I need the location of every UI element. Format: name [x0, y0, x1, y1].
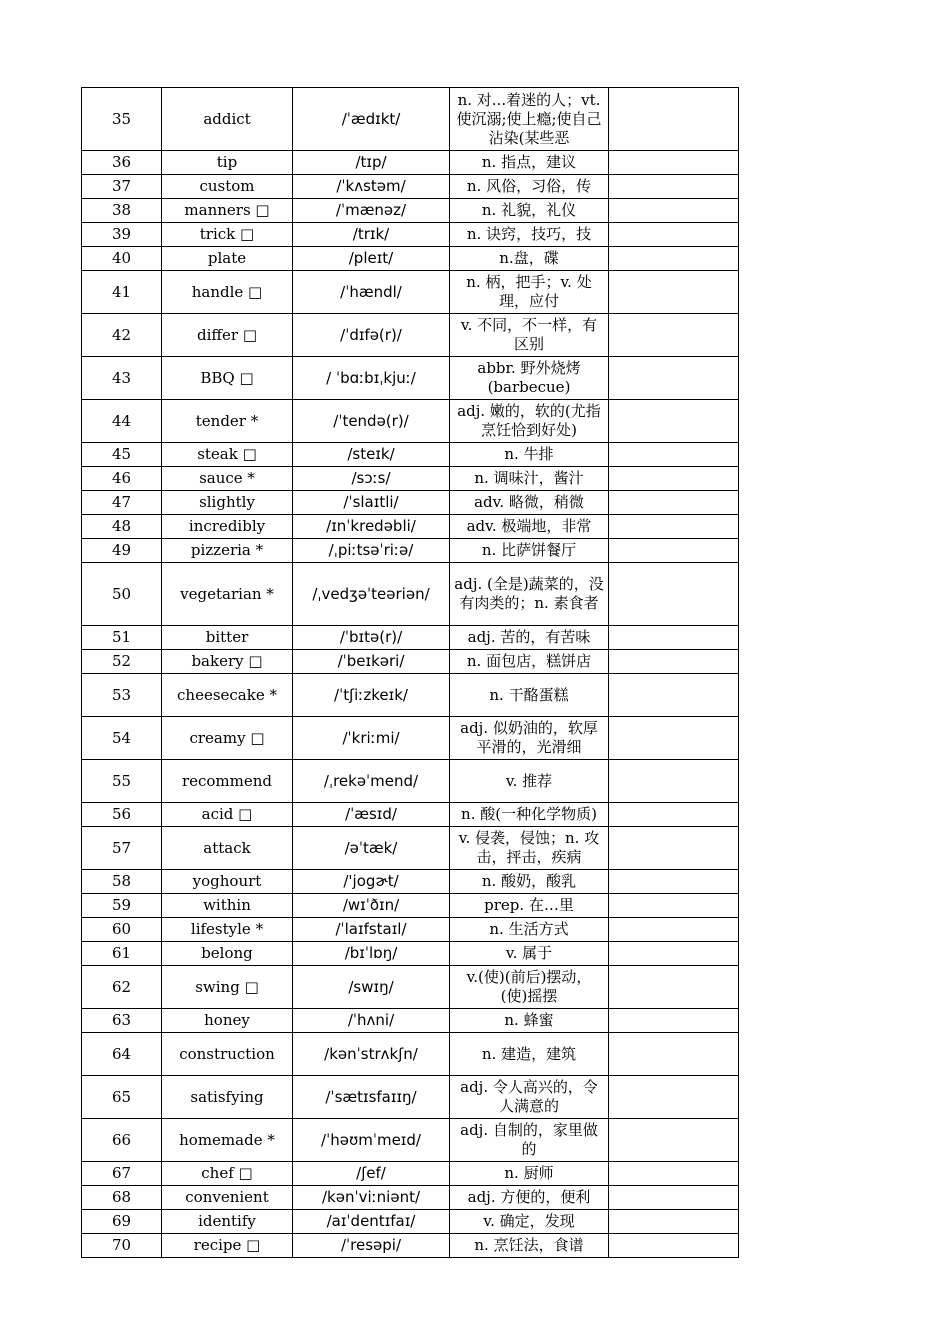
definition-text: n. 诀窍，技巧，技	[466, 225, 592, 243]
blank-cell	[609, 314, 739, 357]
definition-text: n. 牛排	[504, 445, 554, 463]
table-row	[82, 942, 739, 966]
table-row	[82, 151, 739, 175]
table-row	[82, 894, 739, 918]
row-number: 35	[82, 88, 162, 151]
table-row	[82, 223, 739, 247]
blank-cell	[609, 357, 739, 400]
blank-cell	[609, 674, 739, 717]
phonetic-cell: /'jogɚt/	[293, 870, 450, 894]
word-cell: trick □	[162, 223, 293, 247]
definition-cell	[450, 247, 609, 271]
blank-cell	[609, 942, 739, 966]
word-cell: BBQ □	[162, 357, 293, 400]
definition-text: v.(使)(前后)摆动，(使)摇摆	[466, 968, 592, 1005]
word-cell: differ □	[162, 314, 293, 357]
blank-cell	[609, 650, 739, 674]
definition-text: n. 蜂蜜	[504, 1011, 554, 1029]
definition-cell	[450, 626, 609, 650]
word-cell: sauce *	[162, 467, 293, 491]
definition-text: adj. 苦的，有苦味	[467, 628, 591, 646]
definition-cell	[450, 1234, 609, 1258]
row-number: 65	[82, 1076, 162, 1119]
definition-text: n. 干酪蛋糕	[489, 685, 569, 704]
phonetic-cell: /ˈbɪtə(r)/	[293, 626, 450, 650]
row-number: 68	[82, 1186, 162, 1210]
definition-cell	[450, 515, 609, 539]
phonetic-cell: /ˈædɪkt/	[293, 88, 450, 151]
phonetic-cell: /sɔːs/	[293, 467, 450, 491]
row-number: 39	[82, 223, 162, 247]
definition-cell	[450, 400, 609, 443]
word-cell: honey	[162, 1009, 293, 1033]
row-number: 41	[82, 271, 162, 314]
blank-cell	[609, 467, 739, 491]
definition-cell	[450, 271, 609, 314]
definition-cell	[450, 491, 609, 515]
blank-cell	[609, 175, 739, 199]
blank-cell	[609, 1119, 739, 1162]
definition-cell	[450, 223, 609, 247]
phonetic-cell: /bɪˈlɒŋ/	[293, 942, 450, 966]
table-row	[82, 1009, 739, 1033]
row-number: 59	[82, 894, 162, 918]
table-row	[82, 357, 739, 400]
table-row	[82, 314, 739, 357]
table-row	[82, 515, 739, 539]
definition-cell	[450, 1210, 609, 1234]
definition-text: n. 酸(一种化学物质)	[461, 805, 597, 823]
blank-cell	[609, 515, 739, 539]
definition-text: n. 比萨饼餐厅	[481, 541, 577, 559]
phonetic-cell: /ˈtʃiːzkeɪk/	[293, 674, 450, 717]
row-number: 57	[82, 827, 162, 870]
blank-cell	[609, 760, 739, 803]
phonetic-cell: /ˌrekəˈmend/	[293, 760, 450, 803]
word-cell: bakery □	[162, 650, 293, 674]
definition-cell	[450, 467, 609, 491]
definition-text: adj. (全是)蔬菜的，没有肉类的；n. 素食者	[454, 575, 604, 612]
blank-cell	[609, 1076, 739, 1119]
phonetic-cell: /ˈsætɪsfaɪɪŋ/	[293, 1076, 450, 1119]
phonetic-cell: /ʃef/	[293, 1162, 450, 1186]
definition-text: n. 对...着迷的人；vt. 使沉溺;使上瘾;使自己沾染(某些恶	[456, 90, 602, 147]
blank-cell	[609, 918, 739, 942]
table-row	[82, 626, 739, 650]
phonetic-cell: /steɪk/	[293, 443, 450, 467]
word-cell: steak □	[162, 443, 293, 467]
phonetic-cell: /swɪŋ/	[293, 966, 450, 1009]
blank-cell	[609, 1234, 739, 1258]
phonetic-cell: /kənˈviːniənt/	[293, 1186, 450, 1210]
table-row	[82, 1076, 739, 1119]
phonetic-cell: /ˈtendə(r)/	[293, 400, 450, 443]
table-row	[82, 247, 739, 271]
word-cell: recommend	[162, 760, 293, 803]
phonetic-cell: /əˈtæk/	[293, 827, 450, 870]
definition-text: n. 柄，把手；v. 处理，应付	[466, 273, 592, 310]
phonetic-cell: /kənˈstrʌkʃn/	[293, 1033, 450, 1076]
table-row	[82, 803, 739, 827]
table-row	[82, 1186, 739, 1210]
definition-text: adj. 令人高兴的，令人满意的	[460, 1078, 598, 1115]
definition-cell	[450, 1186, 609, 1210]
word-cell: pizzeria *	[162, 539, 293, 563]
definition-text: v. 不同，不一样，有区别	[460, 316, 598, 353]
word-cell: convenient	[162, 1186, 293, 1210]
definition-cell	[450, 1162, 609, 1186]
row-number: 54	[82, 717, 162, 760]
row-number: 64	[82, 1033, 162, 1076]
definition-cell	[450, 1119, 609, 1162]
definition-cell	[450, 357, 609, 400]
blank-cell	[609, 271, 739, 314]
row-number: 48	[82, 515, 162, 539]
phonetic-cell: /ˈhændl/	[293, 271, 450, 314]
word-cell: bitter	[162, 626, 293, 650]
table-row	[82, 1119, 739, 1162]
definition-cell	[450, 942, 609, 966]
table-row	[82, 717, 739, 760]
word-cell: addict	[162, 88, 293, 151]
definition-cell	[450, 803, 609, 827]
table-row	[82, 271, 739, 314]
definition-text: n.盘，碟	[499, 249, 559, 267]
definition-cell	[450, 314, 609, 357]
blank-cell	[609, 966, 739, 1009]
blank-cell	[609, 1162, 739, 1186]
word-cell: lifestyle *	[162, 918, 293, 942]
definition-cell	[450, 175, 609, 199]
definition-cell	[450, 199, 609, 223]
row-number: 63	[82, 1009, 162, 1033]
row-number: 52	[82, 650, 162, 674]
word-cell: custom	[162, 175, 293, 199]
definition-cell	[450, 151, 609, 175]
blank-cell	[609, 803, 739, 827]
word-cell: plate	[162, 247, 293, 271]
row-number: 69	[82, 1210, 162, 1234]
blank-cell	[609, 88, 739, 151]
word-cell: handle □	[162, 271, 293, 314]
phonetic-cell: /ˈæsɪd/	[293, 803, 450, 827]
definition-text: adj. 自制的，家里做的	[460, 1121, 598, 1158]
row-number: 61	[82, 942, 162, 966]
definition-text: n. 风俗，习俗，传	[466, 177, 592, 195]
phonetic-cell: /wɪˈðɪn/	[293, 894, 450, 918]
row-number: 40	[82, 247, 162, 271]
phonetic-cell: /ˈbeɪkəri/	[293, 650, 450, 674]
definition-text: abbr. 野外烧烤(barbecue)	[477, 359, 581, 396]
definition-cell	[450, 760, 609, 803]
word-cell: tender *	[162, 400, 293, 443]
table-row	[82, 827, 739, 870]
definition-cell	[450, 870, 609, 894]
row-number: 55	[82, 760, 162, 803]
phonetic-cell: /ˈhʌni/	[293, 1009, 450, 1033]
table-row	[82, 674, 739, 717]
blank-cell	[609, 199, 739, 223]
vocabulary-table	[81, 87, 739, 1258]
word-cell: creamy □	[162, 717, 293, 760]
blank-cell	[609, 827, 739, 870]
table-row	[82, 1033, 739, 1076]
phonetic-cell: /ˌvedʒəˈteəriən/	[293, 563, 450, 626]
definition-cell	[450, 918, 609, 942]
word-cell: attack	[162, 827, 293, 870]
vocabulary-table-body	[82, 88, 739, 1258]
blank-cell	[609, 1186, 739, 1210]
definition-text: adj. 嫩的，软的(尤指烹饪恰到好处)	[457, 402, 601, 439]
table-row	[82, 966, 739, 1009]
table-row	[82, 1234, 739, 1258]
word-cell: construction	[162, 1033, 293, 1076]
definition-text: adj. 方便的，便利	[467, 1188, 591, 1206]
definition-cell	[450, 966, 609, 1009]
table-row	[82, 199, 739, 223]
phonetic-cell: / ˈbɑːbɪˌkjuː/	[293, 357, 450, 400]
row-number: 36	[82, 151, 162, 175]
definition-cell	[450, 88, 609, 151]
word-cell: identify	[162, 1210, 293, 1234]
definition-cell	[450, 443, 609, 467]
definition-text: v. 属于	[505, 944, 553, 962]
definition-cell	[450, 563, 609, 626]
table-row	[82, 88, 739, 151]
definition-cell	[450, 650, 609, 674]
definition-cell	[450, 894, 609, 918]
blank-cell	[609, 563, 739, 626]
blank-cell	[609, 1009, 739, 1033]
phonetic-cell: /pleɪt/	[293, 247, 450, 271]
table-row	[82, 563, 739, 626]
word-cell: satisfying	[162, 1076, 293, 1119]
row-number: 51	[82, 626, 162, 650]
blank-cell	[609, 894, 739, 918]
phonetic-cell: /ɪnˈkredəbli/	[293, 515, 450, 539]
definition-text: n. 调味汁，酱汁	[474, 469, 584, 487]
definition-cell	[450, 827, 609, 870]
row-number: 58	[82, 870, 162, 894]
phonetic-cell: /ˈkriːmi/	[293, 717, 450, 760]
blank-cell	[609, 626, 739, 650]
definition-text: adj. 似奶油的，软厚平滑的，光滑细	[460, 719, 598, 756]
table-row	[82, 918, 739, 942]
blank-cell	[609, 151, 739, 175]
row-number: 49	[82, 539, 162, 563]
definition-text: n. 面包店，糕饼店	[466, 652, 592, 670]
phonetic-cell: /aɪˈdentɪfaɪ/	[293, 1210, 450, 1234]
definition-text: v. 推荐	[505, 771, 553, 790]
phonetic-cell: /ˈkʌstəm/	[293, 175, 450, 199]
phonetic-cell: /ˈdɪfə(r)/	[293, 314, 450, 357]
table-row	[82, 650, 739, 674]
phonetic-cell: /ˈslaɪtli/	[293, 491, 450, 515]
row-number: 42	[82, 314, 162, 357]
phonetic-cell: /ˈlaɪfstaɪl/	[293, 918, 450, 942]
phonetic-cell: /ˌpiːtsəˈriːə/	[293, 539, 450, 563]
word-cell: acid □	[162, 803, 293, 827]
definition-text: n. 烹饪法，食谱	[474, 1236, 584, 1254]
phonetic-cell: /ˈhəʊmˈmeɪd/	[293, 1119, 450, 1162]
row-number: 43	[82, 357, 162, 400]
definition-cell	[450, 674, 609, 717]
word-cell: recipe □	[162, 1234, 293, 1258]
definition-cell	[450, 1076, 609, 1119]
word-cell: swing □	[162, 966, 293, 1009]
row-number: 37	[82, 175, 162, 199]
row-number: 67	[82, 1162, 162, 1186]
blank-cell	[609, 491, 739, 515]
definition-text: n. 生活方式	[489, 920, 569, 938]
definition-text: adv. 略微，稍微	[474, 493, 584, 511]
blank-cell	[609, 400, 739, 443]
table-row	[82, 491, 739, 515]
definition-cell	[450, 717, 609, 760]
table-row	[82, 1162, 739, 1186]
definition-text: v. 确定，发现	[483, 1212, 575, 1230]
blank-cell	[609, 870, 739, 894]
row-number: 50	[82, 563, 162, 626]
word-cell: chef □	[162, 1162, 293, 1186]
blank-cell	[609, 539, 739, 563]
table-row	[82, 539, 739, 563]
table-row	[82, 870, 739, 894]
word-cell: homemade *	[162, 1119, 293, 1162]
definition-text: n. 建造，建筑	[481, 1044, 577, 1063]
blank-cell	[609, 247, 739, 271]
blank-cell	[609, 223, 739, 247]
row-number: 66	[82, 1119, 162, 1162]
blank-cell	[609, 1033, 739, 1076]
phonetic-cell: /ˈresəpi/	[293, 1234, 450, 1258]
table-row	[82, 1210, 739, 1234]
definition-text: n. 酸奶，酸乳	[481, 872, 577, 890]
word-cell: slightly	[162, 491, 293, 515]
row-number: 44	[82, 400, 162, 443]
row-number: 38	[82, 199, 162, 223]
word-cell: incredibly	[162, 515, 293, 539]
row-number: 46	[82, 467, 162, 491]
definition-cell	[450, 1009, 609, 1033]
phonetic-cell: /ˈmænəz/	[293, 199, 450, 223]
definition-text: prep. 在…里	[484, 896, 574, 914]
definition-text: v. 侵袭，侵蚀；n. 攻击，抨击，疾病	[458, 829, 600, 866]
word-cell: belong	[162, 942, 293, 966]
table-row	[82, 175, 739, 199]
table-row	[82, 443, 739, 467]
word-cell: tip	[162, 151, 293, 175]
row-number: 45	[82, 443, 162, 467]
row-number: 70	[82, 1234, 162, 1258]
row-number: 56	[82, 803, 162, 827]
word-cell: vegetarian *	[162, 563, 293, 626]
row-number: 60	[82, 918, 162, 942]
row-number: 47	[82, 491, 162, 515]
table-row	[82, 400, 739, 443]
phonetic-cell: /tɪp/	[293, 151, 450, 175]
blank-cell	[609, 717, 739, 760]
definition-text: adv. 极端地，非常	[466, 517, 592, 535]
blank-cell	[609, 1210, 739, 1234]
blank-cell	[609, 443, 739, 467]
word-cell: within	[162, 894, 293, 918]
word-cell: manners □	[162, 199, 293, 223]
definition-cell	[450, 1033, 609, 1076]
definition-text: n. 指点，建议	[481, 153, 577, 171]
definition-cell	[450, 539, 609, 563]
word-cell: cheesecake *	[162, 674, 293, 717]
table-row	[82, 760, 739, 803]
row-number: 62	[82, 966, 162, 1009]
table-row	[82, 467, 739, 491]
definition-text: n. 厨师	[504, 1164, 554, 1182]
definition-text: n. 礼貌，礼仪	[481, 201, 577, 219]
row-number: 53	[82, 674, 162, 717]
word-cell: yoghourt	[162, 870, 293, 894]
phonetic-cell: /trɪk/	[293, 223, 450, 247]
